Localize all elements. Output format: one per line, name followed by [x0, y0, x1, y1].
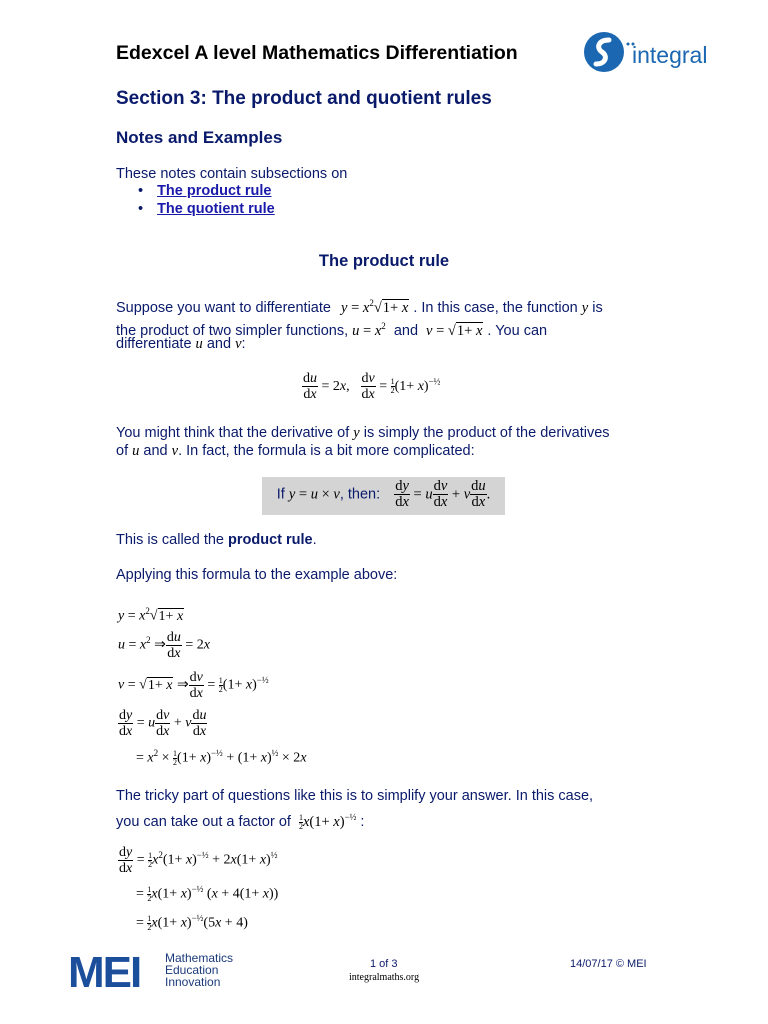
mei-logo-text: Mathematics Education Innovation — [165, 951, 234, 989]
intro-text: These notes contain subsections on — [116, 166, 348, 182]
bullet: • — [138, 183, 144, 199]
document-title: Edexcel A level Mathematics Differentiation — [116, 42, 518, 64]
worked-line-4: $\frac{dy}{dx}$ = u $\frac{dv}{dx}$ + v $\frac{du}{dx}$ — [119, 708, 207, 739]
page-number: 1 of 3 — [370, 958, 398, 970]
applying-text: Applying this formula to the example above: — [116, 567, 398, 583]
paragraph-1-line-3: differentiate u and v: — [116, 336, 246, 352]
link-quotient-rule[interactable]: The quotient rule — [157, 201, 275, 217]
product-rule-formula: If y = u × v, then: $\frac{dy}{dx}$ = u $\frac{dv}{dx}$ + v $\frac{du}{dx}$ . — [276, 478, 491, 510]
mei-logo-letters: MEI — [68, 948, 141, 997]
paragraph-2-line-1: You might think that the derivative of y is simply the product of the derivatives — [116, 425, 610, 441]
simplified-line-1: $\frac{dy}{dx}$ = $\frac{1}{2}x^2(1+ x)^{-\frac{1}{2}} + 2x(1+ x)^{\frac{1}{2}}$ — [119, 845, 278, 876]
notes-title: Notes and Examples — [116, 128, 283, 147]
paragraph-1-line-1: Suppose you want to differentiate $y = x^2√1+ x$ . In this case, the function y is — [116, 298, 603, 316]
worked-line-2: $u = x^2$ ⇒ $\frac{du}{dx}$ = 2x — [118, 630, 210, 661]
worked-line-1: $y = x^2√1+ x$ — [118, 606, 184, 624]
link-product-rule[interactable]: The product rule — [157, 183, 272, 199]
worked-line-3: v = √1+ x ⇒ $\frac{dv}{dx}$ = $\frac{1}{2}(1+ x)^{-\frac{1}{2}}$ — [118, 670, 269, 701]
bullet: • — [138, 201, 144, 217]
tricky-line-2: you can take out a factor of $\frac{1}{2}x(1+ x)^{-\frac{1}{2}}$ : — [116, 812, 365, 831]
site-url: integralmaths.org — [349, 972, 420, 983]
simplified-line-3: = $\frac{1}{2}x(1+ x)^{-\frac{1}{2}}(5x + 4)$ — [136, 913, 248, 932]
derivatives-equation: $\frac{du}{dx}$ = 2x, $\frac{dv}{dx}$ = $\frac{1}{2}(1+ x)^{-\frac{1}{2}}$ — [303, 371, 441, 402]
integral-logo-text: integral — [632, 42, 708, 68]
paragraph-2-line-2: of u and v. In fact, the formula is a bit more complicated: — [116, 443, 475, 459]
equation-inline: y — [341, 299, 348, 316]
integral-logo — [582, 30, 732, 76]
subsection-list-item — [138, 201, 275, 217]
worked-line-5: = $x^2$ × $\frac{1}{2}(1+ x)^{-\frac{1}{2}} + (1+ x)^{\frac{1}{2}} \times 2x$ — [136, 748, 307, 767]
product-rule-heading: The product rule — [318, 252, 450, 270]
simplified-line-2: = $\frac{1}{2}x(1+ x)^{-\frac{1}{2}}$ (x + 4(1+ x)) — [136, 884, 279, 903]
subsection-list-item — [138, 183, 271, 199]
section-title: Section 3: The product and quotient rules — [116, 88, 492, 109]
product-rule-called: This is called the product rule. — [116, 532, 317, 548]
paragraph-1-line-2: the product of two simpler functions, $u = x^2$ and v = √1+ x . You can — [116, 321, 548, 339]
footer-date: 14/07/17 © MEI — [570, 958, 647, 970]
tricky-line-1: The tricky part of questions like this is to simplify your answer. In this case, — [116, 788, 594, 804]
